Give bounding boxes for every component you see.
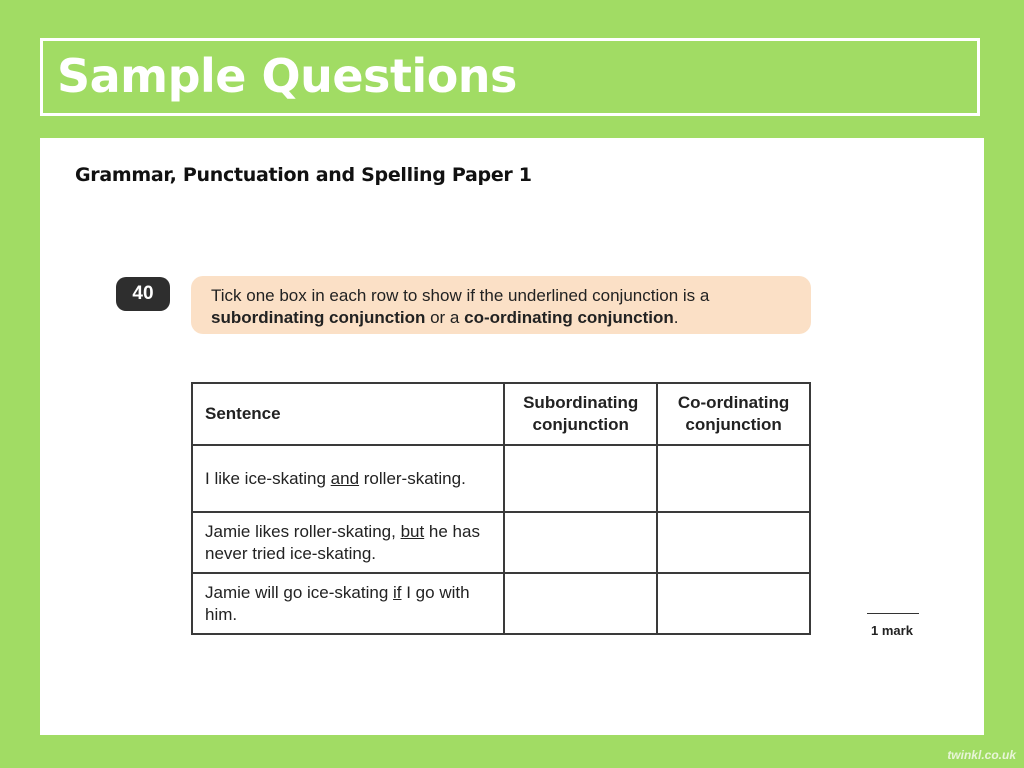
coordinating-tick-box[interactable] [657,445,810,512]
subordinating-tick-box[interactable] [504,573,657,634]
instruction-bold-subordinating: subordinating conjunction [211,308,426,327]
instruction-text-2: or a [425,308,465,327]
sentence-cell [192,512,504,573]
sentence-cell [192,573,504,634]
header-coordinating: Co-ordinating conjunction [657,383,810,445]
instruction-text-3: . [673,308,679,327]
sentence-text: he has never tried ice-skating. [205,521,480,563]
sentence-text: Jamie will go ice-skating [205,582,394,602]
underlined-conjunction: and [330,468,360,488]
subordinating-tick-box[interactable] [504,512,657,573]
question-number-badge: 40 [116,277,170,311]
coordinating-tick-box[interactable] [657,512,810,573]
coordinating-tick-box[interactable] [657,573,810,634]
table-header-row [192,383,810,445]
twinkl-watermark: twinkl.co.uk [947,748,1016,762]
title-bar [40,38,980,116]
sentence-cell [192,445,504,512]
sentence-text: I like ice-skating [205,468,331,488]
paper-subtitle: Grammar, Punctuation and Spelling Paper 1 [75,164,532,186]
subordinating-tick-box[interactable] [504,445,657,512]
underlined-conjunction: if [393,582,402,602]
conjunction-table [191,382,811,635]
instruction-bold-coordinating: co-ordinating conjunction [464,308,674,327]
mark-label: 1 mark [871,623,913,638]
sentence-text: I go with him. [205,582,470,624]
sentence-text: Jamie likes roller-skating, [205,521,401,541]
table-row [192,445,810,512]
question-instruction [191,276,811,334]
header-subordinating: Subordinating conjunction [504,383,657,445]
page-title: Sample Questions [57,49,517,103]
sentence-text: roller-skating. [359,468,466,488]
instruction-text-1: Tick one box in each row to show if the underlined conjunction is a [211,286,710,305]
mark-divider [867,613,919,614]
header-sentence: Sentence [192,383,504,445]
table-row [192,512,810,573]
underlined-conjunction: but [400,521,425,541]
table-row [192,573,810,634]
content-panel [40,138,984,735]
